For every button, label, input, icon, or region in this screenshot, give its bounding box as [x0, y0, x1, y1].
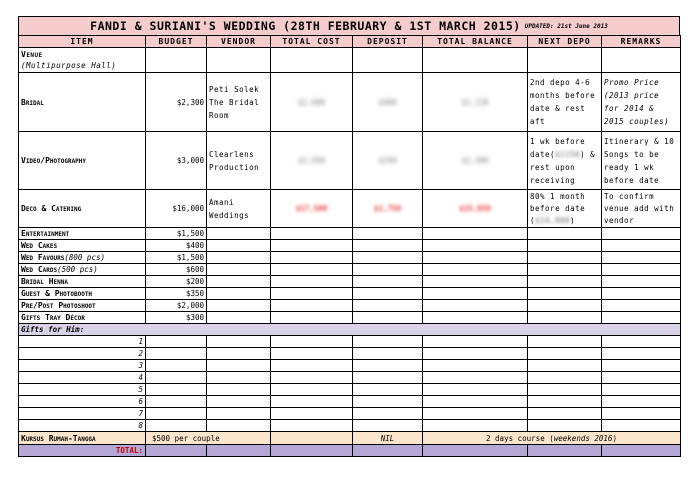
total-value: $1,600	[297, 97, 326, 107]
kursus-note-italic: weekends 2016	[553, 433, 613, 443]
total-cell[interactable]	[271, 190, 353, 228]
deposit-cell[interactable]	[353, 420, 423, 432]
deposit-cell[interactable]	[353, 348, 423, 360]
total-cell[interactable]	[271, 132, 353, 190]
budget-total-cell[interactable]	[146, 445, 207, 457]
balance-cell[interactable]	[423, 240, 528, 252]
column-header[interactable]: BUDGET	[146, 36, 207, 48]
total-value: $2,550	[297, 156, 326, 165]
next-cell[interactable]	[528, 240, 602, 252]
balance-cell[interactable]	[423, 372, 528, 384]
vendor-cell[interactable]: Clearlens Production	[207, 132, 271, 190]
item-label: Guest & Photobooth	[21, 289, 93, 298]
total-cell[interactable]	[271, 384, 353, 396]
table-row	[19, 288, 681, 300]
table-row	[19, 360, 681, 372]
remarks-cell[interactable]	[602, 300, 681, 312]
remarks-cell[interactable]	[602, 420, 681, 432]
table-row	[19, 396, 681, 408]
item-label: Entertainment	[21, 229, 70, 238]
balance-cell[interactable]	[423, 132, 528, 190]
budget-cell[interactable]: $500 per couple	[146, 432, 271, 445]
table-row	[19, 420, 681, 432]
balance-cell[interactable]	[423, 276, 528, 288]
balance-cell[interactable]	[423, 190, 528, 228]
next-cell[interactable]	[528, 48, 602, 73]
budget-cell[interactable]	[146, 384, 207, 396]
gift-number-cell[interactable]: 8	[19, 420, 146, 432]
vendor-cell[interactable]	[207, 252, 271, 264]
gift-number-cell[interactable]: 1	[19, 336, 146, 348]
item-cell[interactable]	[19, 276, 146, 288]
remarks-cell[interactable]	[602, 240, 681, 252]
remarks-cell[interactable]	[602, 408, 681, 420]
deposit-cell[interactable]	[353, 228, 423, 240]
balance-cell[interactable]	[423, 73, 528, 132]
table-row	[19, 73, 681, 132]
column-header[interactable]: NEXT DEPO	[528, 36, 602, 48]
remarks-cell[interactable]	[602, 372, 681, 384]
deposit-cell[interactable]: NIL	[353, 432, 423, 445]
vendor-cell[interactable]: Peti Solek The Bridal Room	[207, 73, 271, 132]
next-cell[interactable]	[528, 420, 602, 432]
budget-cell[interactable]	[146, 396, 207, 408]
deposit-value: $250	[378, 156, 397, 165]
deposit-cell[interactable]	[353, 336, 423, 348]
total-cell[interactable]	[271, 360, 353, 372]
table-row	[19, 228, 681, 240]
deposit-cell[interactable]	[353, 252, 423, 264]
deposit-cell[interactable]	[353, 408, 423, 420]
remarks-cell[interactable]: To confirm venue add with vendor	[602, 190, 681, 228]
deposit-cell[interactable]	[353, 360, 423, 372]
table-row	[19, 48, 681, 73]
total-cell[interactable]	[271, 420, 353, 432]
balance-cell[interactable]	[423, 336, 528, 348]
deposit-cell[interactable]	[353, 276, 423, 288]
item-sub: (Multipurpose Hall)	[21, 61, 117, 70]
kursus-note: 2 days course (	[486, 433, 554, 443]
next-cell[interactable]	[528, 384, 602, 396]
header-row	[19, 36, 681, 48]
item-label: Wed Cards	[21, 265, 58, 274]
next-text: 1 wk before date(	[530, 136, 586, 159]
deposit-cell[interactable]	[353, 384, 423, 396]
table-row	[19, 432, 681, 445]
total-cell[interactable]	[271, 240, 353, 252]
budget-cell[interactable]: $1,500	[146, 228, 207, 240]
item-label: Venue	[21, 50, 43, 59]
budget-cell[interactable]: $200	[146, 276, 207, 288]
vendor-cell[interactable]	[207, 276, 271, 288]
item-sub: (800 pcs)	[64, 253, 105, 262]
deposit-cell[interactable]	[353, 73, 423, 132]
next-cell[interactable]	[528, 360, 602, 372]
total-cell[interactable]	[271, 408, 353, 420]
next-text: ) & rest upon receiving	[530, 149, 596, 185]
balance-cell[interactable]	[423, 228, 528, 240]
column-header[interactable]: ITEM	[19, 36, 146, 48]
table-row	[19, 300, 681, 312]
remarks-cell[interactable]	[602, 348, 681, 360]
gifts-label: Gifts for Him:	[19, 324, 681, 336]
vendor-cell[interactable]	[207, 300, 271, 312]
vendor-cell[interactable]	[207, 396, 271, 408]
column-header[interactable]: DEPOSIT	[353, 36, 423, 48]
budget-cell[interactable]	[146, 360, 207, 372]
item-cell[interactable]	[19, 240, 146, 252]
item-cell[interactable]	[19, 48, 146, 73]
total-cell[interactable]	[271, 372, 353, 384]
column-header[interactable]: TOTAL BALANCE	[423, 36, 528, 48]
gift-number-cell[interactable]: 3	[19, 360, 146, 372]
kursus-note-cell[interactable]	[423, 432, 681, 445]
deposit-cell[interactable]	[353, 312, 423, 324]
balance-cell[interactable]	[423, 252, 528, 264]
item-cell[interactable]: Kursus Rumah-Tangga	[19, 432, 146, 445]
table-row	[19, 336, 681, 348]
budget-cell[interactable]: $300	[146, 312, 207, 324]
remarks-cell[interactable]	[602, 360, 681, 372]
next-cell[interactable]	[528, 264, 602, 276]
deposit-cell[interactable]	[353, 396, 423, 408]
total-cell[interactable]	[271, 312, 353, 324]
balance-cell[interactable]	[423, 396, 528, 408]
budget-cell[interactable]	[146, 372, 207, 384]
balance-cell[interactable]	[423, 300, 528, 312]
budget-cell[interactable]	[146, 408, 207, 420]
vendor-cell[interactable]	[207, 264, 271, 276]
table-row	[19, 408, 681, 420]
budget-cell[interactable]: $2,300	[146, 73, 207, 132]
item-label: Gifts Tray Décor	[21, 313, 85, 322]
next-cell[interactable]	[528, 252, 602, 264]
vendor-cell[interactable]	[207, 348, 271, 360]
total-cell[interactable]	[271, 396, 353, 408]
next-cell[interactable]	[528, 336, 602, 348]
total-cell[interactable]	[271, 48, 353, 73]
item-cell[interactable]	[19, 288, 146, 300]
next-cell[interactable]	[528, 228, 602, 240]
item-label: Wed Favours	[21, 253, 65, 262]
remarks-cell[interactable]: Promo Price (2013 price for 2014 & 2015 couples)	[602, 73, 681, 132]
balance-cell[interactable]	[423, 264, 528, 276]
table-row	[19, 132, 681, 190]
deposit-cell[interactable]	[353, 132, 423, 190]
kursus-note: )	[612, 433, 617, 443]
table-row	[19, 264, 681, 276]
balance-cell[interactable]	[423, 348, 528, 360]
total-label: TOTAL:	[19, 445, 146, 457]
budget-cell[interactable]	[146, 348, 207, 360]
total-cell[interactable]	[271, 73, 353, 132]
table-row	[19, 312, 681, 324]
next-cell[interactable]	[528, 190, 602, 228]
item-label: Bridal Henna	[21, 277, 68, 286]
budget-cell[interactable]	[146, 420, 207, 432]
next-text: )	[570, 215, 576, 225]
remarks-cell[interactable]	[602, 252, 681, 264]
item-label: Wed Cakes	[21, 241, 58, 250]
next-cell[interactable]	[528, 132, 602, 190]
budget-cell[interactable]: $1,500	[146, 252, 207, 264]
vendor-cell[interactable]: Amani Weddings	[207, 190, 271, 228]
balance-cell[interactable]	[423, 48, 528, 73]
remarks-cell[interactable]	[602, 288, 681, 300]
item-cell[interactable]: Bridal	[19, 73, 146, 132]
total-cell[interactable]	[271, 252, 353, 264]
deposit-cell[interactable]	[353, 372, 423, 384]
next-cell[interactable]	[528, 348, 602, 360]
total-cost-cell[interactable]	[271, 445, 353, 457]
deposit-total-cell[interactable]	[353, 445, 423, 457]
total-cell[interactable]	[271, 432, 353, 445]
column-header[interactable]: REMARKS	[602, 36, 681, 48]
budget-cell[interactable]: $400	[146, 240, 207, 252]
next-cell[interactable]	[528, 408, 602, 420]
total-cell[interactable]	[271, 276, 353, 288]
vendor-cell[interactable]	[207, 312, 271, 324]
item-label: Pre/Post Photoshoot	[21, 301, 96, 310]
remarks-cell[interactable]	[602, 336, 681, 348]
total-cell[interactable]	[271, 264, 353, 276]
total-row	[19, 445, 681, 457]
gift-number-cell[interactable]: 5	[19, 384, 146, 396]
item-cell[interactable]	[19, 300, 146, 312]
table-row	[19, 348, 681, 360]
deposit-cell[interactable]	[353, 240, 423, 252]
updated-note: UPDATED: 21st June 2013	[524, 22, 608, 30]
vendor-cell[interactable]	[207, 360, 271, 372]
budget-cell[interactable]	[146, 336, 207, 348]
budget-cell[interactable]: $350	[146, 288, 207, 300]
budget-table	[18, 35, 681, 457]
vendor-cell[interactable]	[207, 408, 271, 420]
deposit-cell[interactable]	[353, 288, 423, 300]
gift-number-cell[interactable]: 4	[19, 372, 146, 384]
budget-cell[interactable]: $2,000	[146, 300, 207, 312]
table-row	[19, 252, 681, 264]
budget-cell[interactable]: $16,000	[146, 190, 207, 228]
vendor-cell[interactable]	[207, 336, 271, 348]
balance-cell[interactable]	[423, 420, 528, 432]
remarks-cell[interactable]	[602, 445, 681, 457]
remarks-cell[interactable]: Itinerary & 10 Songs to be ready 1 wk before date	[602, 132, 681, 190]
next-cell[interactable]	[528, 372, 602, 384]
balance-cell[interactable]	[423, 408, 528, 420]
vendor-cell[interactable]	[207, 372, 271, 384]
vendor-cell[interactable]	[207, 445, 271, 457]
item-cell[interactable]	[19, 228, 146, 240]
table-row	[19, 240, 681, 252]
table-row	[19, 276, 681, 288]
budget-cell[interactable]: $600	[146, 264, 207, 276]
item-cell[interactable]	[19, 264, 146, 276]
next-cell[interactable]	[528, 312, 602, 324]
remarks-cell[interactable]	[602, 312, 681, 324]
gift-number-cell[interactable]: 2	[19, 348, 146, 360]
total-cell[interactable]	[271, 288, 353, 300]
deposit-cell[interactable]	[353, 300, 423, 312]
total-cell[interactable]	[271, 336, 353, 348]
remarks-cell[interactable]	[602, 48, 681, 73]
item-cell[interactable]	[19, 312, 146, 324]
balance-cell[interactable]	[423, 312, 528, 324]
total-value: $17,500	[295, 204, 328, 213]
remarks-cell[interactable]	[602, 396, 681, 408]
deposit-cell[interactable]	[353, 264, 423, 276]
item-sub: (500 pcs)	[57, 265, 98, 274]
next-text: 80% 1 month before date (	[530, 191, 586, 225]
remarks-cell[interactable]	[602, 276, 681, 288]
next-cell[interactable]	[528, 288, 602, 300]
vendor-cell[interactable]	[207, 240, 271, 252]
vendor-cell[interactable]	[207, 48, 271, 73]
next-cell[interactable]	[528, 300, 602, 312]
column-header[interactable]: TOTAL COST	[271, 36, 353, 48]
vendor-cell[interactable]	[207, 384, 271, 396]
table-row	[19, 384, 681, 396]
vendor-cell[interactable]	[207, 228, 271, 240]
item-cell[interactable]: Deco & Catering	[19, 190, 146, 228]
deposit-value: $460	[378, 97, 397, 107]
item-cell[interactable]: Video/Photography	[19, 132, 146, 190]
balance-cell[interactable]	[423, 384, 528, 396]
next-cell[interactable]	[528, 276, 602, 288]
balance-value: $2,300	[461, 156, 489, 165]
gift-number-cell[interactable]: 7	[19, 408, 146, 420]
table-row	[19, 190, 681, 228]
gift-number-cell[interactable]: 6	[19, 396, 146, 408]
next-cell[interactable]	[528, 445, 602, 457]
next-amount: $1150	[555, 149, 581, 159]
item-cell[interactable]	[19, 252, 146, 264]
sheet-title: FANDI & SURIANI'S WEDDING (28TH FEBRUARY & 1ST MARCH 2015)	[90, 19, 521, 33]
deposit-value: $1,750	[373, 204, 402, 213]
deposit-cell[interactable]	[353, 190, 423, 228]
balance-total-cell[interactable]	[423, 445, 528, 457]
table-row	[19, 372, 681, 384]
balance-value: $15,850	[459, 204, 491, 213]
next-cell[interactable]	[528, 396, 602, 408]
remarks-cell[interactable]	[602, 264, 681, 276]
balance-value: $1,120	[461, 97, 489, 107]
remarks-cell[interactable]	[602, 384, 681, 396]
title-bar	[18, 16, 680, 35]
budget-cell[interactable]	[146, 48, 207, 73]
total-cell[interactable]	[271, 300, 353, 312]
total-cell[interactable]	[271, 348, 353, 360]
column-header[interactable]: VENDOR	[207, 36, 271, 48]
remarks-cell[interactable]	[602, 228, 681, 240]
budget-cell[interactable]: $3,000	[146, 132, 207, 190]
total-cell[interactable]	[271, 228, 353, 240]
next-cell[interactable]: 2nd depo 4-6 months before date & rest aft	[528, 73, 602, 132]
balance-cell[interactable]	[423, 288, 528, 300]
vendor-cell[interactable]	[207, 288, 271, 300]
balance-cell[interactable]	[423, 360, 528, 372]
vendor-cell[interactable]	[207, 420, 271, 432]
deposit-cell[interactable]	[353, 48, 423, 73]
budget-sheet	[18, 16, 680, 457]
next-amount: $14,000	[535, 215, 571, 225]
gifts-section-row	[19, 324, 681, 336]
